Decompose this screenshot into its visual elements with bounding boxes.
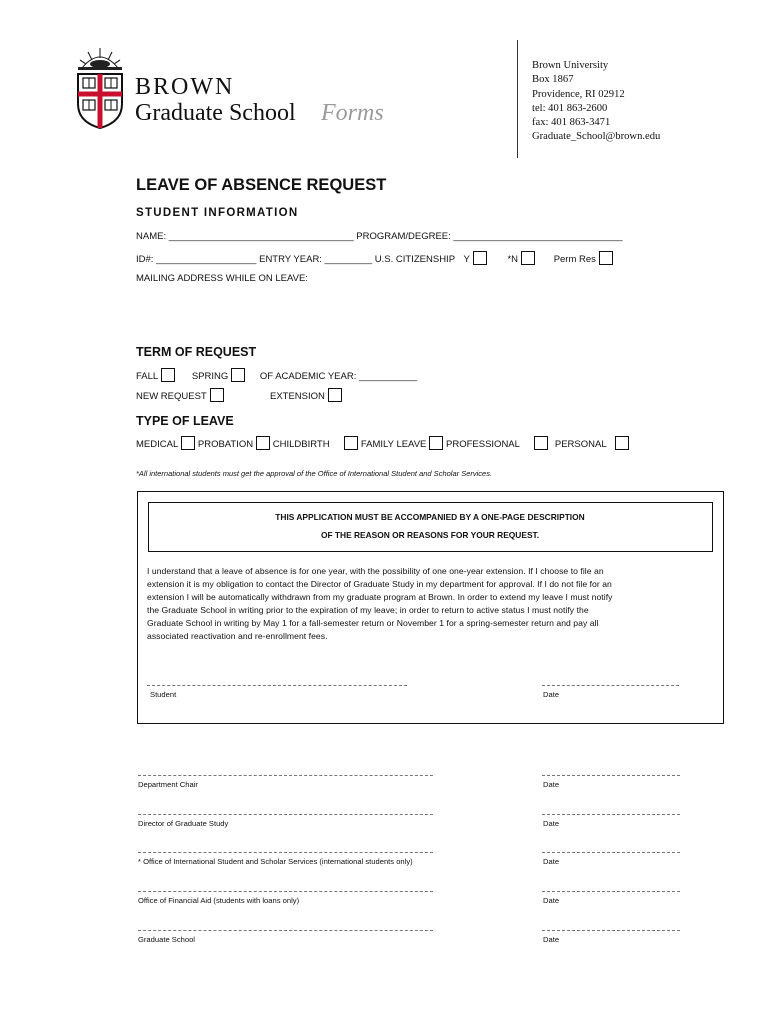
graduate-school-date-label: Date (543, 935, 560, 944)
leave-type-row (136, 436, 629, 450)
term-row (136, 368, 417, 382)
citizenship-y-checkbox[interactable] (473, 251, 487, 265)
agreement-text: I understand that a leave of absence is for one year, with the possibility of one one-year extension. If I choose to file an extension it is my obligation to contact the Director of Graduate Study in my department for approval. If I do not file for an extension I will be automatically withdrawn from my graduate program at Brown. In order to extend my leave I must notify the Graduate School in writing prior to the expiration of my leave; in order to return to active status I must notify the Graduate School in writing by May 1 for a fall-semester return or November 1 for a spring-semester return and pay all associated reactivation and re-enrollment fees. (147, 566, 613, 641)
financial-aid-signature-line[interactable] (138, 891, 433, 892)
oisss-date-label: Date (543, 857, 560, 866)
professional-label: PROFESSIONAL (446, 439, 520, 450)
dgs-label: Director of Graduate Study (138, 819, 229, 828)
id-row (136, 251, 613, 265)
form-title: LEAVE OF ABSENCE REQUEST (136, 176, 387, 194)
notice-box (148, 502, 713, 552)
financial-aid-date-label: Date (543, 896, 560, 905)
brown-crest-icon (74, 44, 126, 130)
citizenship-n-checkbox[interactable] (521, 251, 535, 265)
extension-checkbox[interactable] (328, 388, 342, 402)
financial-aid-date-line[interactable] (542, 891, 680, 892)
department-chair-signature-line[interactable] (138, 775, 433, 776)
program-field[interactable]: ________________________________ (453, 231, 623, 242)
probation-checkbox[interactable] (256, 436, 270, 450)
graduate-school-wordmark: Graduate School (135, 100, 296, 126)
notice-line-2: OF THE REASON OR REASONS FOR YOUR REQUEST. (320, 530, 540, 540)
citizenship-label: U.S. CITIZENSHIP (374, 254, 455, 265)
program-label: PROGRAM/DEGREE: (356, 231, 451, 242)
graduate-school-signature-line[interactable] (138, 930, 433, 931)
spring-checkbox[interactable] (231, 368, 245, 382)
oisss-label: * Office of International Student and Scholar Services (international students only) (138, 857, 413, 866)
personal-checkbox[interactable] (615, 436, 629, 450)
graduate-school-label: Graduate School (138, 935, 195, 944)
notice-line-1: THIS APPLICATION MUST BE ACCOMPANIED BY A ONE-PAGE DESCRIPTION (275, 512, 585, 522)
graduate-school-date-line[interactable] (542, 930, 680, 931)
new-request-checkbox[interactable] (210, 388, 224, 402)
extension-label: EXTENSION (270, 391, 325, 402)
id-field[interactable]: ___________________ (156, 254, 257, 265)
oisss-date-line[interactable] (542, 852, 680, 853)
name-field[interactable]: ___________________________________ (168, 231, 354, 242)
department-chair-label: Department Chair (138, 780, 198, 789)
brown-wordmark: BROWN (135, 74, 235, 100)
student-signature-label: Student (150, 690, 177, 699)
student-signature-line[interactable] (147, 685, 407, 686)
family-leave-label: FAMILY LEAVE (360, 439, 427, 450)
professional-checkbox[interactable] (534, 436, 548, 450)
personal-label: PERSONAL (554, 439, 607, 450)
international-note: *All international students must get the approval of the Office of International Student and Scholar Services. (136, 469, 493, 478)
new-request-row (136, 388, 224, 402)
header-divider (517, 40, 518, 158)
student-info-heading: STUDENT INFORMATION (136, 207, 299, 219)
leave-type-heading: TYPE OF LEAVE (136, 414, 234, 428)
childbirth-checkbox[interactable] (344, 436, 358, 450)
dgs-date-line[interactable] (542, 814, 680, 815)
name-row (136, 231, 623, 242)
medical-checkbox[interactable] (181, 436, 195, 450)
citizenship-n-label: *N (507, 254, 519, 265)
perm-res-label: Perm Res (553, 254, 596, 265)
financial-aid-label: Office of Financial Aid (students with loans only) (138, 896, 300, 905)
forms-wordmark: Forms (321, 100, 384, 126)
academic-year-label: OF ACADEMIC YEAR: (259, 371, 357, 382)
citizenship-y-label: Y (463, 254, 470, 265)
student-date-label: Date (543, 690, 560, 699)
probation-label: PROBATION (197, 439, 254, 450)
student-date-line[interactable] (542, 685, 679, 686)
extension-row (270, 388, 342, 402)
entry-year-field[interactable]: _________ (324, 254, 373, 265)
academic-year-field[interactable]: ___________ (358, 371, 418, 382)
perm-res-checkbox[interactable] (599, 251, 613, 265)
spring-label: SPRING (191, 371, 229, 382)
fall-label: FALL (136, 371, 159, 382)
dgs-signature-line[interactable] (138, 814, 433, 815)
department-chair-date-label: Date (543, 780, 560, 789)
new-request-label: NEW REQUEST (136, 391, 207, 402)
name-label: NAME: (136, 231, 167, 242)
medical-label: MEDICAL (136, 439, 179, 450)
family-leave-checkbox[interactable] (429, 436, 443, 450)
mailing-address-label: MAILING ADDRESS WHILE ON LEAVE: (136, 273, 308, 284)
department-chair-date-line[interactable] (542, 775, 680, 776)
dgs-date-label: Date (543, 819, 560, 828)
entry-year-label: ENTRY YEAR: (259, 254, 322, 265)
oisss-signature-line[interactable] (138, 852, 433, 853)
university-address: Brown University Box 1867 Providence, RI 02912 tel: 401 863-2600 fax: 401 863-3471 Graduate_School@brown.edu (532, 60, 661, 143)
fall-checkbox[interactable] (161, 368, 175, 382)
term-heading: TERM OF REQUEST (136, 345, 257, 359)
id-label: ID#: (136, 254, 154, 265)
childbirth-label: CHILDBIRTH (272, 439, 330, 450)
